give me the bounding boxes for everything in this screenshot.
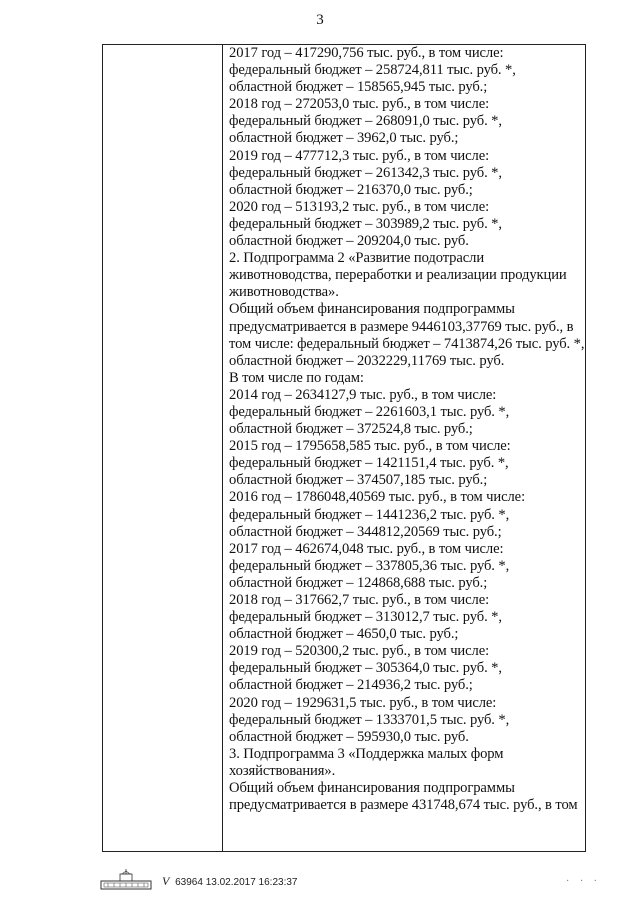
text-line: областной бюджет – 344812,20569 тыс. руб.; xyxy=(229,523,502,540)
document-number: 63964 xyxy=(175,877,203,888)
text-line: предусматривается в размере 431748,674 тыс. руб., в том xyxy=(229,797,578,814)
text-line: федеральный бюджет – 268091,0 тыс. руб. *, xyxy=(229,113,502,130)
text-line: областной бюджет – 4650,0 тыс. руб.; xyxy=(229,626,459,643)
text-line: предусматривается в размере 9446103,37769 тыс. руб., в xyxy=(229,318,574,335)
text-line: областной бюджет – 158565,945 тыс. руб.; xyxy=(229,79,488,96)
text-line: 2018 год – 272053,0 тыс. руб., в том числе: xyxy=(229,96,490,113)
text-line: федеральный бюджет – 337805,36 тыс. руб. *, xyxy=(229,557,510,574)
text-line: В том числе по годам: xyxy=(229,369,364,386)
text-line: областной бюджет – 124868,688 тыс. руб.; xyxy=(229,574,488,591)
document-footer xyxy=(100,868,540,892)
text-line: федеральный бюджет – 258724,811 тыс. руб. *, xyxy=(229,62,516,79)
text-line: федеральный бюджет – 303989,2 тыс. руб. *, xyxy=(229,215,502,232)
registration-stamp xyxy=(162,874,297,889)
text-line: 2017 год – 417290,756 тыс. руб., в том числе: xyxy=(229,45,504,61)
text-line: 2020 год – 1929631,5 тыс. руб., в том числе: xyxy=(229,694,497,711)
text-line: том числе: федеральный бюджет – 7413874,26 тыс. руб. *, xyxy=(229,335,585,352)
text-line: областной бюджет – 595930,0 тыс. руб. xyxy=(229,728,469,745)
registration-datetime: 13.02.2017 16:23:37 xyxy=(205,877,298,888)
text-line: федеральный бюджет – 1441236,2 тыс. руб. *, xyxy=(229,506,510,523)
passport-table xyxy=(102,44,586,852)
text-line: 2019 год – 520300,2 тыс. руб., в том числе: xyxy=(229,643,490,660)
text-line: 2014 год – 2634127,9 тыс. руб., в том числе: xyxy=(229,386,497,403)
text-line: 2017 год – 462674,048 тыс. руб., в том числе: xyxy=(229,540,504,557)
table-left-column xyxy=(103,45,223,851)
text-line: 2020 год – 513193,2 тыс. руб., в том числе: xyxy=(229,198,490,215)
page-number: 3 xyxy=(316,12,324,28)
text-line: 3. Подпрограмма 3 «Поддержка малых форм xyxy=(229,745,504,762)
stamp-prefix: V xyxy=(162,874,170,888)
text-line: федеральный бюджет – 1333701,5 тыс. руб. *, xyxy=(229,711,510,728)
text-line: федеральный бюджет – 261342,3 тыс. руб. *, xyxy=(229,164,502,181)
text-line: 2018 год – 317662,7 тыс. руб., в том числе: xyxy=(229,592,490,608)
text-line: областной бюджет – 214936,2 тыс. руб.; xyxy=(229,677,473,694)
text-line: областной бюджет – 372524,8 тыс. руб.; xyxy=(229,421,473,438)
scan-artifact-dots: · · · xyxy=(566,876,601,887)
building-logo-icon xyxy=(100,868,152,890)
text-line: областной бюджет – 3962,0 тыс. руб.; xyxy=(229,130,459,147)
table-right-column xyxy=(223,45,585,851)
text-line: 2015 год – 1795658,585 тыс. руб., в том числе: xyxy=(229,438,511,455)
text-line: областной бюджет – 209204,0 тыс. руб. xyxy=(229,233,469,250)
text-line: животноводства». xyxy=(229,284,339,301)
text-line: федеральный бюджет – 305364,0 тыс. руб. *, xyxy=(229,660,502,677)
text-line: хозяйствования». xyxy=(229,762,336,779)
text-line: федеральный бюджет – 313012,7 тыс. руб. *, xyxy=(229,609,502,626)
text-line: областной бюджет – 216370,0 тыс. руб.; xyxy=(229,181,473,198)
text-line: животноводства, переработки и реализации продукции xyxy=(229,267,567,284)
text-line: федеральный бюджет – 2261603,1 тыс. руб. *, xyxy=(229,403,510,420)
text-line: Общий объем финансирования подпрограммы xyxy=(229,301,515,318)
text-line: федеральный бюджет – 1421151,4 тыс. руб. *, xyxy=(229,455,509,472)
text-line: областной бюджет – 2032229,11769 тыс. руб. xyxy=(229,352,505,369)
text-line: Общий объем финансирования подпрограммы xyxy=(229,780,515,797)
text-line: 2016 год – 1786048,40569 тыс. руб., в том числе: xyxy=(229,489,526,506)
text-line: 2019 год – 477712,3 тыс. руб., в том числе: xyxy=(229,147,490,164)
text-line: областной бюджет – 374507,185 тыс. руб.; xyxy=(229,472,488,489)
text-line: 2. Подпрограмма 2 «Развитие подотрасли xyxy=(229,250,485,267)
